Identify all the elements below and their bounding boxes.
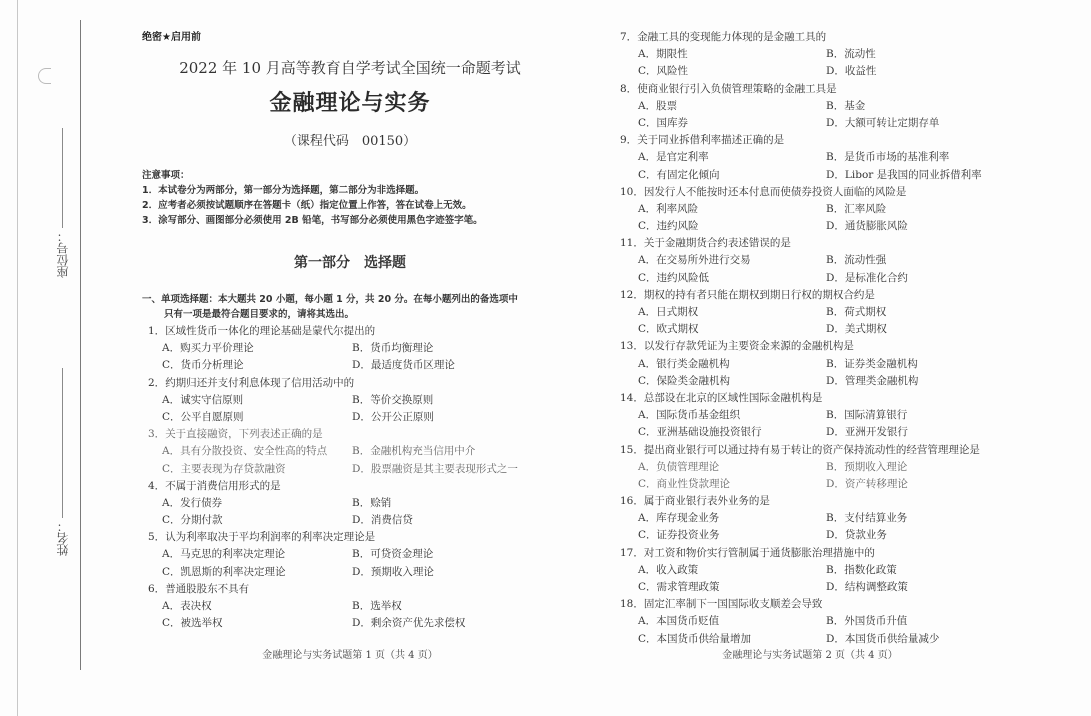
option-c: C．风险性 bbox=[638, 65, 689, 78]
question-15 bbox=[620, 442, 1000, 494]
question-2 bbox=[148, 375, 558, 427]
option-c: C．亚洲基础设施投资银行 bbox=[638, 426, 762, 439]
option-d: D．是标准化合约 bbox=[826, 271, 908, 284]
option-a: A．期限性 bbox=[638, 48, 688, 61]
question-4 bbox=[148, 478, 558, 530]
seat-number-label: 座位号： bbox=[56, 230, 70, 278]
question-stem: 约期归还并支付利息体现了信用活动中的 bbox=[165, 376, 355, 389]
option-c: C．保险类金融机构 bbox=[638, 374, 731, 387]
question-10 bbox=[620, 184, 1000, 236]
option-a: A．日式期权 bbox=[638, 306, 699, 318]
question-3 bbox=[148, 426, 558, 478]
question-number: 9． bbox=[620, 134, 638, 147]
option-c: C．违约风险 bbox=[638, 220, 699, 233]
option-a: A．利率风险 bbox=[638, 202, 699, 215]
question-number: 13． bbox=[620, 340, 644, 353]
option-b: B．指数化政策 bbox=[826, 563, 897, 576]
option-c: C．国库券 bbox=[638, 116, 689, 129]
exam-title: 2022 年 10 月高等教育自学考试全国统一命题考试 bbox=[179, 59, 521, 77]
name-label: 姓名： bbox=[56, 520, 70, 556]
margin-edge-line bbox=[17, 0, 18, 716]
option-c: C．被选举权 bbox=[162, 617, 223, 630]
question-stem: 不属于消费信用形式的是 bbox=[165, 479, 281, 492]
option-a: A．本国货币贬值 bbox=[638, 615, 720, 628]
question-number: 5． bbox=[148, 531, 166, 544]
section-intro bbox=[142, 292, 552, 322]
question-stem: 区域性货币一体化的理论基础是蒙代尔提出的 bbox=[165, 325, 376, 337]
option-d: D．消费信贷 bbox=[352, 514, 413, 527]
question-number: 4． bbox=[148, 479, 166, 492]
option-a: A．股票 bbox=[638, 99, 678, 112]
question-stem: 总部设在北京的区域性国际金融机构是 bbox=[643, 391, 823, 404]
option-b: B．是货币市场的基准利率 bbox=[826, 151, 950, 164]
option-b: B．证券类金融机构 bbox=[826, 357, 918, 370]
option-b: B．流动性 bbox=[826, 48, 876, 61]
option-c: C．主要表现为存贷款融资 bbox=[162, 462, 286, 475]
question-number: 3． bbox=[148, 428, 166, 441]
page-footer: 金融理论与实务试题第 1 页（共 4 页） bbox=[262, 650, 438, 661]
option-c: C．违约风险低 bbox=[638, 271, 710, 284]
option-a: A．银行类金融机构 bbox=[638, 357, 730, 370]
question-number: 2． bbox=[148, 376, 166, 389]
option-a: A．购买力平价理论 bbox=[162, 342, 254, 355]
option-b: B．预期收入理论 bbox=[826, 460, 908, 473]
question-stem: 关于同业拆借利率描述正确的是 bbox=[637, 134, 785, 147]
option-c: C．分期付款 bbox=[162, 514, 223, 527]
option-a: A．具有分散投资、安全性高的特点 bbox=[162, 445, 328, 458]
note-item: 2．应考者必须按试题顺序在答题卡（纸）指定位置上作答，答在试卷上无效。 bbox=[142, 200, 472, 211]
question-number: 18． bbox=[620, 598, 644, 611]
question-number: 11． bbox=[620, 237, 644, 250]
question-number: 1． bbox=[148, 325, 166, 337]
option-a: A．马克思的利率决定理论 bbox=[162, 548, 286, 561]
option-a: A．发行债券 bbox=[162, 496, 223, 509]
question-stem: 以发行存款凭证为主要资金来源的金融机构是 bbox=[643, 340, 854, 353]
question-16 bbox=[620, 493, 1000, 545]
binding-line bbox=[80, 20, 81, 670]
notes-heading: 注意事项： bbox=[142, 170, 190, 181]
question-number: 7． bbox=[620, 31, 638, 43]
question-5 bbox=[148, 529, 558, 581]
option-b: B．汇率风险 bbox=[826, 202, 887, 215]
option-c: C．公平自愿原则 bbox=[162, 410, 244, 423]
note-item: 1．本试卷分为两部分，第一部分为选择题，第二部分为非选择题。 bbox=[142, 185, 425, 196]
option-c: C．商业性贷款理论 bbox=[638, 477, 731, 490]
option-d: D．最适度货币区理论 bbox=[352, 359, 455, 372]
option-d: D．贷款业务 bbox=[826, 529, 887, 542]
option-d: D．收益性 bbox=[826, 65, 877, 78]
question-9 bbox=[620, 132, 1000, 184]
option-b: B．货币均衡理论 bbox=[352, 342, 434, 355]
question-stem: 因发行人不能按时还本付息而使债券投资人面临的风险是 bbox=[643, 185, 907, 198]
question-stem: 使商业银行引入负债管理策略的金融工具是 bbox=[637, 82, 837, 95]
question-stem: 普通股股东不具有 bbox=[165, 582, 250, 595]
page-footer: 金融理论与实务试题第 2 页（共 4 页） bbox=[722, 650, 898, 661]
option-b: B．金融机构充当信用中介 bbox=[352, 445, 476, 458]
seat-number-blank bbox=[62, 128, 63, 228]
section-intro-line: 只有一项是最符合题目要求的，请将其选出。 bbox=[164, 309, 355, 320]
option-c: C．货币分析理论 bbox=[162, 359, 244, 372]
option-a: A．诚实守信原则 bbox=[162, 393, 244, 406]
note-item: 3．涂写部分、画图部分必须使用 2B 铅笔，书写部分必须使用黑色字迹签字笔。 bbox=[142, 215, 483, 226]
option-b: B．赊销 bbox=[352, 496, 392, 509]
question-stem: 提出商业银行可以通过持有易于转让的资产保持流动性的经营管理理论是 bbox=[643, 443, 980, 456]
question-stem: 关于直接融资，下列表述正确的是 bbox=[165, 428, 323, 441]
question-stem: 固定汇率制下一国国际收支顺差会导致 bbox=[643, 598, 823, 611]
option-d: D．预期收入理论 bbox=[352, 565, 434, 578]
question-number: 10． bbox=[620, 185, 644, 198]
option-a: A．是官定利率 bbox=[638, 151, 709, 164]
option-b: B．国际清算银行 bbox=[826, 409, 908, 422]
option-d: D．剩余资产优先求偿权 bbox=[352, 617, 466, 630]
subject-title: 金融理论与实务 bbox=[269, 91, 431, 116]
option-b: B．荷式期权 bbox=[826, 306, 887, 318]
option-c: C．需求管理政策 bbox=[638, 581, 720, 593]
option-d: D．通货膨胀风险 bbox=[826, 220, 908, 233]
question-1 bbox=[148, 323, 558, 375]
question-stem: 金融工具的变现能力体现的是金融工具的 bbox=[637, 31, 827, 43]
option-c: C．欧式期权 bbox=[638, 323, 699, 336]
section-intro-line: 一、单项选择题：本大题共 20 小题，每小题 1 分，共 20 分。在每小题列出的备选项中 bbox=[142, 294, 518, 305]
question-8 bbox=[620, 81, 1000, 133]
question-list bbox=[148, 323, 558, 632]
question-number: 12． bbox=[620, 288, 644, 301]
question-6 bbox=[148, 581, 558, 633]
option-b: B．选举权 bbox=[352, 600, 402, 612]
option-a: A．库存现金业务 bbox=[638, 512, 720, 525]
option-c: C．本国货币供给量增加 bbox=[638, 632, 752, 645]
exam-notes bbox=[142, 168, 483, 228]
option-b: B．流动性强 bbox=[826, 254, 887, 267]
option-c: C．有固定化倾向 bbox=[638, 168, 720, 181]
option-d: D．亚洲开发银行 bbox=[826, 426, 908, 439]
question-stem: 对工资和物价实行管制属于通货膨胀治理措施中的 bbox=[643, 546, 875, 559]
option-d: D．大额可转让定期存单 bbox=[826, 116, 940, 129]
option-c: C．凯恩斯的利率决定理论 bbox=[162, 565, 286, 578]
option-d: D．公开公正原则 bbox=[352, 410, 434, 423]
question-17 bbox=[620, 545, 1000, 597]
question-number: 14． bbox=[620, 391, 644, 404]
option-b: B．基金 bbox=[826, 99, 866, 112]
question-7 bbox=[620, 29, 1000, 81]
question-11 bbox=[620, 235, 1000, 287]
question-number: 6． bbox=[148, 582, 166, 595]
question-number: 8． bbox=[620, 82, 638, 95]
question-12 bbox=[620, 287, 1000, 339]
option-b: B．可贷资金理论 bbox=[352, 548, 434, 561]
question-stem: 认为利率取决于平均利润率的利率决定理论是 bbox=[165, 531, 376, 544]
option-d: D．资产转移理论 bbox=[826, 477, 908, 490]
option-a: A．国际货币基金组织 bbox=[638, 409, 741, 422]
question-14 bbox=[620, 390, 1000, 442]
question-18 bbox=[620, 596, 1000, 648]
option-c: C．证券投资业务 bbox=[638, 529, 720, 542]
question-number: 17． bbox=[620, 546, 644, 559]
option-d: D．Libor 是我国的同业拆借利率 bbox=[826, 168, 982, 181]
question-13 bbox=[620, 338, 1000, 390]
name-field bbox=[54, 368, 71, 556]
question-stem: 关于金融期货合约表述错误的是 bbox=[643, 237, 791, 250]
option-d: D．美式期权 bbox=[826, 323, 887, 336]
question-stem: 期权的持有者只能在期权到期日行权的期权合约是 bbox=[643, 288, 875, 301]
name-blank bbox=[62, 368, 63, 518]
part-title: 第一部分 选择题 bbox=[294, 255, 406, 271]
option-b: B．外国货币升值 bbox=[826, 615, 908, 628]
option-a: A．负债管理理论 bbox=[638, 460, 720, 473]
secret-mark: 绝密★启用前 bbox=[142, 32, 201, 43]
seat-number-field bbox=[54, 128, 71, 278]
option-b: B．支付结算业务 bbox=[826, 512, 908, 525]
course-code: （课程代码 00150） bbox=[283, 134, 417, 149]
option-d: D．本国货币供给量减少 bbox=[826, 632, 940, 645]
question-number: 15． bbox=[620, 443, 644, 456]
binding-hole-mark bbox=[38, 68, 51, 84]
question-stem: 属于商业银行表外业务的是 bbox=[643, 495, 770, 508]
option-d: D．股票融资是其主要表现形式之一 bbox=[352, 462, 518, 475]
question-number: 16． bbox=[620, 495, 644, 508]
option-d: D．结构调整政策 bbox=[826, 581, 908, 593]
option-a: A．在交易所外进行交易 bbox=[638, 254, 751, 267]
question-list bbox=[620, 29, 1000, 648]
option-a: A．表决权 bbox=[162, 600, 212, 612]
option-b: B．等价交换原则 bbox=[352, 393, 434, 406]
option-a: A．收入政策 bbox=[638, 563, 699, 576]
option-d: D．管理类金融机构 bbox=[826, 374, 919, 387]
